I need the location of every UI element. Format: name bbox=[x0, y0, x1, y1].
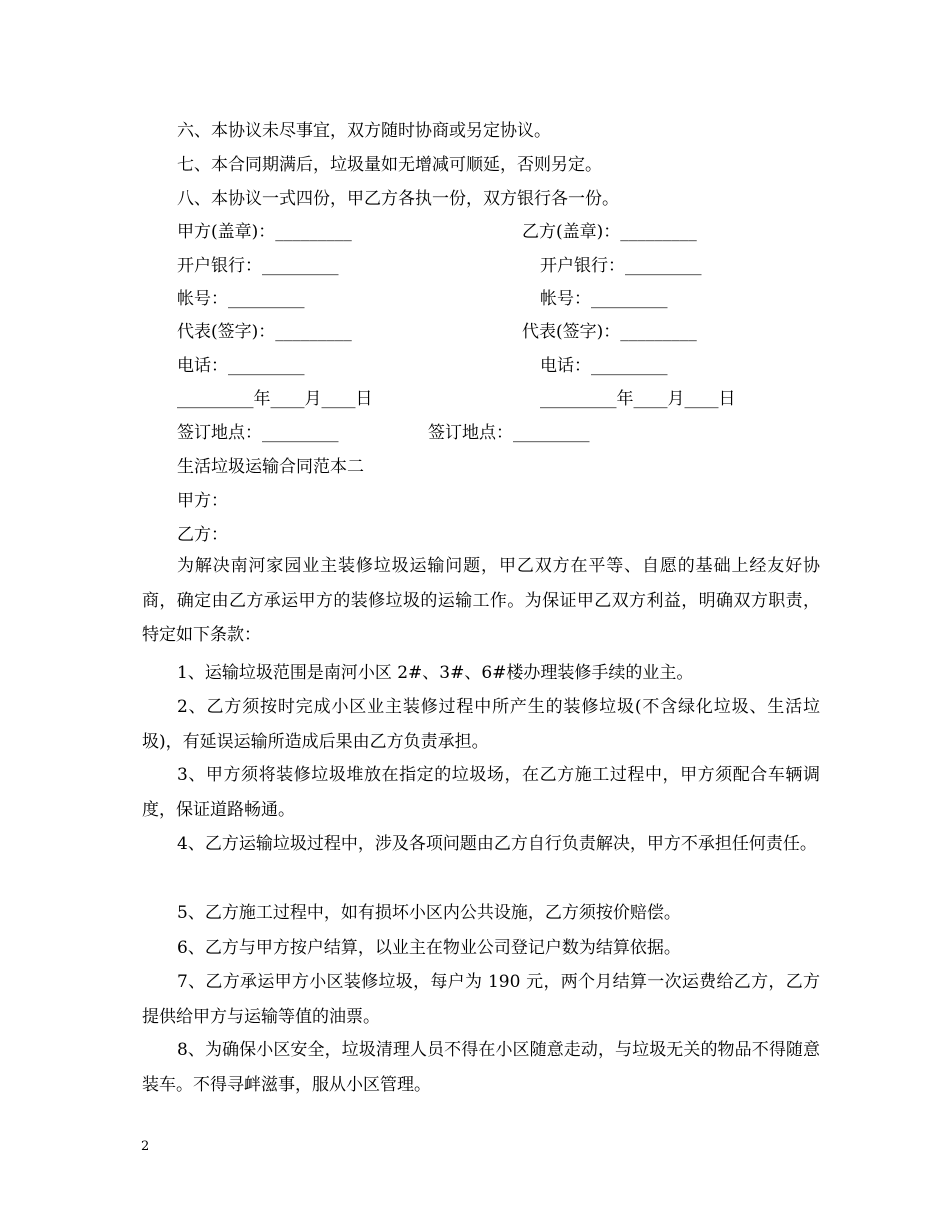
party-a-date-field: _________年____月____日 bbox=[177, 389, 373, 409]
clause-7b: 7、乙方承运甲方小区装修垃圾，每户为 190 元，两个月结算一次运费给乙方，乙方提供给甲方与运输等值的油票。 bbox=[142, 972, 820, 1027]
party-a-phone-field: 电话：_________ bbox=[177, 356, 305, 376]
clause-6b: 6、乙方与甲方按户结算，以业主在物业公司登记户数为结算依据。 bbox=[177, 938, 681, 958]
clause-7: 七、本合同期满后，垃圾量如无增减可顺延，否则另定。 bbox=[177, 155, 602, 175]
clause-1: 1、运输垃圾范围是南河小区 2#、3#、6#楼办理装修手续的业主。 bbox=[177, 663, 694, 683]
party-a-label: 甲方： bbox=[177, 491, 228, 511]
clause-8b: 8、为确保小区安全，垃圾清理人员不得在小区随意走动，与垃圾无关的物品不得随意装车。不得寻衅滋事，服从小区管理。 bbox=[142, 1040, 820, 1095]
party-b-phone-field: 电话：_________ bbox=[540, 356, 668, 376]
party-a-seal-field: 甲方(盖章)：_________ bbox=[177, 222, 352, 242]
party-a-bank-field: 开户银行：_________ bbox=[177, 256, 339, 276]
party-b-rep-field: 代表(签字)：_________ bbox=[522, 322, 697, 342]
signing-place-left: 签订地点：_________ bbox=[177, 423, 339, 443]
clause-5: 5、乙方施工过程中，如有损坏小区内公共设施，乙方须按价赔偿。 bbox=[177, 903, 681, 923]
party-b-bank-field: 开户银行：_________ bbox=[540, 256, 702, 276]
clause-8: 八、本协议一式四份，甲乙方各执一份，双方银行各一份。 bbox=[177, 189, 619, 209]
contract-title: 生活垃圾运输合同范本二 bbox=[177, 457, 364, 477]
intro-paragraph: 为解决南河家园业主装修垃圾运输问题，甲乙双方在平等、自愿的基础上经友好协商，确定由乙方承运甲方的装修垃圾的运输工作。为保证甲乙双方利益，明确双方职责，特定如下条款： bbox=[142, 556, 820, 645]
page-number: 2 bbox=[141, 1139, 150, 1154]
party-b-date-field: _________年____月____日 bbox=[540, 389, 736, 409]
party-b-account-field: 帐号：_________ bbox=[540, 289, 668, 309]
clause-3: 3、甲方须将装修垃圾堆放在指定的垃圾场，在乙方施工过程中，甲方须配合车辆调度，保证道路畅通。 bbox=[142, 765, 820, 820]
party-a-rep-field: 代表(签字)：_________ bbox=[177, 322, 352, 342]
clause-2: 2、乙方须按时完成小区业主装修过程中所产生的装修垃圾(不含绿化垃圾、生活垃圾)，有延误运输所造成后果由乙方负责承担。 bbox=[142, 697, 820, 752]
clause-6: 六、本协议未尽事宜，双方随时协商或另定协议。 bbox=[177, 121, 551, 141]
party-b-seal-field: 乙方(盖章)：_________ bbox=[522, 222, 697, 242]
party-a-account-field: 帐号：_________ bbox=[177, 289, 305, 309]
signing-place-right: 签订地点：_________ bbox=[428, 423, 590, 443]
clause-4: 4、乙方运输垃圾过程中，涉及各项问题由乙方自行负责解决，甲方不承担任何责任。 bbox=[177, 834, 817, 854]
party-b-label: 乙方： bbox=[177, 525, 228, 545]
